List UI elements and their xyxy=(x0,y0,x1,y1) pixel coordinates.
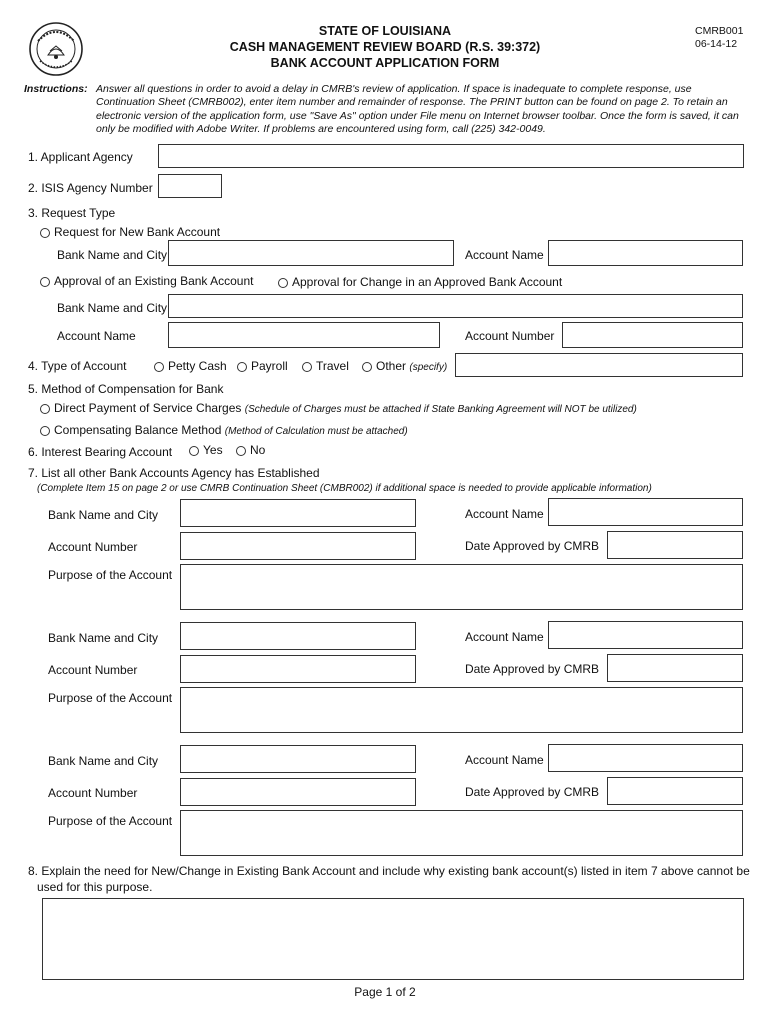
group3-purpose-label: Purpose of the Account xyxy=(48,814,173,828)
group2-purpose-field[interactable] xyxy=(180,687,743,733)
existing-account-name-field[interactable] xyxy=(168,322,440,348)
form-date: 06-14-12 xyxy=(695,38,738,50)
other-radio[interactable] xyxy=(362,362,372,372)
interest-bearing-label: 6. Interest Bearing Account xyxy=(28,445,173,459)
request-type-label: 3. Request Type xyxy=(28,206,116,220)
group2-account-name-field[interactable] xyxy=(548,621,743,649)
existing-account-number-label: Account Number xyxy=(465,329,555,343)
explain-need-label-cont: used for this purpose. xyxy=(37,880,153,894)
group1-bank-name-field[interactable] xyxy=(180,499,416,527)
petty-cash-radio[interactable] xyxy=(154,362,164,372)
group1-purpose-label: Purpose of the Account xyxy=(48,568,173,582)
change-account-label: Approval for Change in an Approved Bank Account xyxy=(292,275,563,289)
isis-agency-number-label: 2. ISIS Agency Number xyxy=(28,181,153,195)
petty-cash-label: Petty Cash xyxy=(168,359,227,373)
new-account-name-label: Account Name xyxy=(465,248,544,262)
existing-account-number-field[interactable] xyxy=(562,322,743,348)
type-of-account-label: 4. Type of Account xyxy=(28,359,127,373)
group1-account-number-label: Account Number xyxy=(48,540,138,554)
group2-bank-name-label: Bank Name and City xyxy=(48,631,159,645)
group2-account-name-label: Account Name xyxy=(465,630,544,644)
applicant-agency-label: 1. Applicant Agency xyxy=(28,150,133,164)
group2-date-approved-label: Date Approved by CMRB xyxy=(465,662,600,676)
change-account-radio[interactable] xyxy=(278,278,288,288)
travel-label: Travel xyxy=(316,359,349,373)
new-bank-name-city-field[interactable] xyxy=(168,240,454,266)
new-bank-name-city-label: Bank Name and City xyxy=(57,248,168,262)
travel-radio[interactable] xyxy=(302,362,312,372)
new-account-radio[interactable] xyxy=(40,228,50,238)
group3-bank-name-field[interactable] xyxy=(180,745,416,773)
page-number: Page 1 of 2 xyxy=(354,985,416,999)
header-state: STATE OF LOUISIANA xyxy=(318,24,452,38)
group3-bank-name-label: Bank Name and City xyxy=(48,754,159,768)
group3-account-name-field[interactable] xyxy=(548,744,743,772)
applicant-agency-field[interactable] xyxy=(158,144,744,168)
compensating-balance-radio[interactable] xyxy=(40,426,50,436)
group1-date-approved-label: Date Approved by CMRB xyxy=(465,539,600,553)
group3-account-name-label: Account Name xyxy=(465,753,544,767)
group1-account-name-label: Account Name xyxy=(465,507,544,521)
new-account-label: Request for New Bank Account xyxy=(54,225,221,239)
other-accounts-note: (Complete Item 15 on page 2 or use CMRB Continuation Sheet (CMBR002) if additional space is needed to provide applicable information) xyxy=(37,483,652,494)
direct-payment-radio[interactable] xyxy=(40,404,50,414)
direct-payment-note: (Schedule of Charges must be attached if State Banking Agreement will NOT be utilized) xyxy=(244,404,637,415)
isis-agency-number-field[interactable] xyxy=(158,174,222,198)
explain-need-field[interactable] xyxy=(42,898,744,980)
group2-purpose-label: Purpose of the Account xyxy=(48,691,173,705)
other-accounts-label: 7. List all other Bank Accounts Agency has Established xyxy=(28,466,320,480)
group2-account-number-label: Account Number xyxy=(48,663,138,677)
existing-account-radio[interactable] xyxy=(40,277,50,287)
group3-date-approved-label: Date Approved by CMRB xyxy=(465,785,600,799)
compensating-balance-note: (Method of Calculation must be attached) xyxy=(224,426,408,437)
interest-yes-radio[interactable] xyxy=(189,446,199,456)
instructions-text: Answer all questions in order to avoid a delay in CMRB's review of application. If space is inadequate to complete response, use Continuation Sheet (CMRB002), enter item number and remainder of response. The PRINT button can be found on page 2. To retain an electronic version of the application form, use "Save As" option under File menu on Internet browser toolbar. Once the form is saved, it can only be modified with Adobe Writer. If problems are encountered using form, call (225) 342-0049. xyxy=(96,83,739,135)
group2-bank-name-field[interactable] xyxy=(180,622,416,650)
existing-account-label: Approval of an Existing Bank Account xyxy=(54,274,254,288)
group3-date-approved-field[interactable] xyxy=(607,777,743,805)
group1-bank-name-label: Bank Name and City xyxy=(48,508,159,522)
group1-purpose-field[interactable] xyxy=(180,564,743,610)
interest-no-radio[interactable] xyxy=(236,446,246,456)
instructions-label: Instructions: xyxy=(24,83,88,95)
group2-date-approved-field[interactable] xyxy=(607,654,743,682)
header-board: CASH MANAGEMENT REVIEW BOARD (R.S. 39:372) xyxy=(229,40,541,54)
compensation-method-label: 5. Method of Compensation for Bank xyxy=(28,382,224,396)
page-title: BANK ACCOUNT APPLICATION FORM xyxy=(270,56,500,70)
existing-bank-name-city-label: Bank Name and City xyxy=(57,301,168,315)
compensating-balance-label: Compensating Balance Method (Method of Calculation must be attached) xyxy=(54,423,408,437)
payroll-label: Payroll xyxy=(251,359,288,373)
direct-payment-label: Direct Payment of Service Charges (Schedule of Charges must be attached if State Banking Agreement will NOT be utilized) xyxy=(54,401,637,415)
existing-bank-name-city-field[interactable] xyxy=(168,294,743,318)
group3-purpose-field[interactable] xyxy=(180,810,743,856)
other-specify-field[interactable] xyxy=(455,353,743,377)
group1-date-approved-field[interactable] xyxy=(607,531,743,559)
explain-need-label: 8. Explain the need for New/Change in Existing Bank Account and include why existing bank account(s) listed in item 7 above cannot be xyxy=(28,864,750,878)
existing-account-name-label: Account Name xyxy=(57,329,136,343)
payroll-radio[interactable] xyxy=(237,362,247,372)
interest-yes-label: Yes xyxy=(203,443,223,457)
new-account-name-field[interactable] xyxy=(548,240,743,266)
other-label: Other (specify) xyxy=(376,359,448,373)
group3-account-number-label: Account Number xyxy=(48,786,138,800)
interest-no-label: No xyxy=(250,443,266,457)
other-specify-note: (specify) xyxy=(409,362,448,373)
group1-account-name-field[interactable] xyxy=(548,498,743,526)
group3-account-number-field[interactable] xyxy=(180,778,416,806)
group2-account-number-field[interactable] xyxy=(180,655,416,683)
form-code: CMRB001 xyxy=(695,25,744,37)
group1-account-number-field[interactable] xyxy=(180,532,416,560)
